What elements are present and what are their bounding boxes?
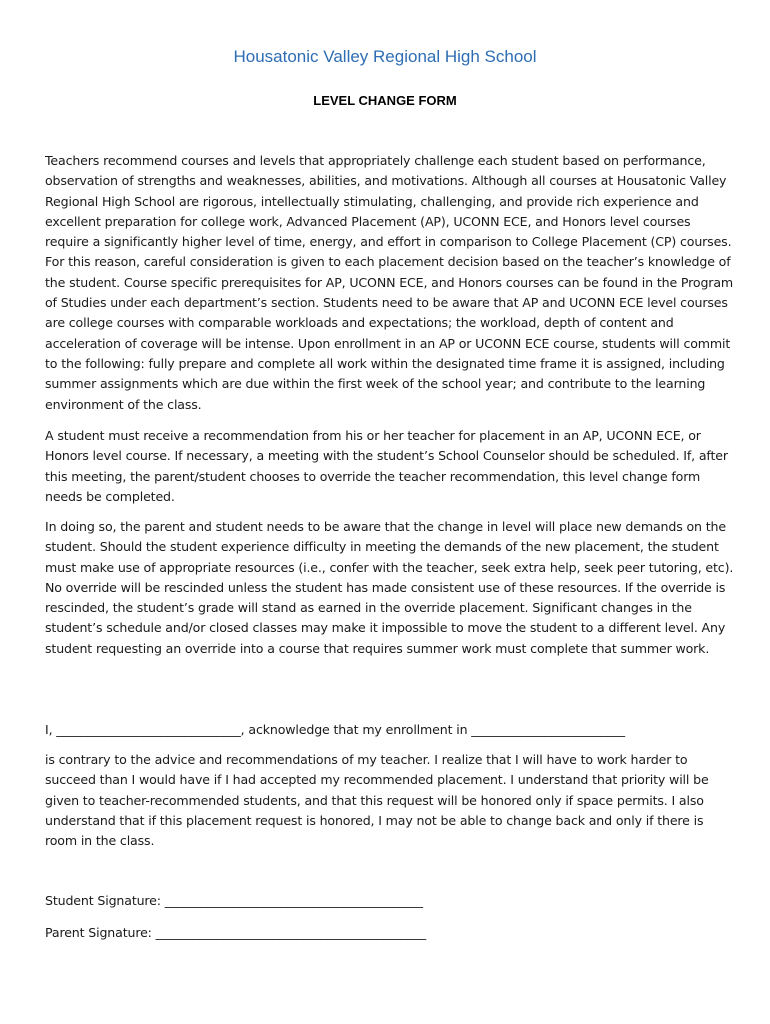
- parent-signature-line: Parent Signature: ____________________________________________: [45, 925, 427, 940]
- student-signature-line: Student Signature: __________________________________________: [45, 893, 423, 908]
- paragraph-acknowledgement: is contrary to the advice and recommendations of my teacher. I realize that I will have to work harder to succeed than I would have if I had accepted my recommended placement. I understand that priority will be given to teacher-recommended students, and that this request will be honored only if space permits. I also understand that if this placement request is honored, I may not be able to change back and only if there is room in the class.: [45, 752, 709, 849]
- paragraph-recommendation: A student must receive a recommendation from his or her teacher for placement in an AP, UCONN ECE, or Honors level course. If necessary, a meeting with the student’s School Counselor should be scheduled. If, after this meeting, the parent/student chooses to override the teacher recommendation, this level change form needs be completed.: [45, 428, 728, 504]
- acknowledge-line: [45, 720, 735, 740]
- form-title: LEVEL CHANGE FORM: [313, 93, 457, 108]
- paragraph-override-demands: In doing so, the parent and student needs to be aware that the change in level will place new demands on the student. Should the student experience difficulty in meeting the demands of the new placement, the student must make use of appropriate resources (i.e., confer with the teacher, seek extra help, seek peer tutoring, etc). No override will be rescinded unless the student has made consistent use of these resources. If the override is rescinded, the student’s grade will stand as earned in the override placement. Significant changes in the student’s schedule and/or closed classes may make it impossible to move the student to a different level. Any student requesting an override into a course that requires summer work must complete that summer work.: [45, 519, 734, 656]
- override-paragraph: [45, 517, 735, 659]
- intro-paragraph: [45, 151, 735, 415]
- acknowledge-paragraph: [45, 750, 735, 851]
- recommendation-paragraph: [45, 426, 735, 507]
- school-name-title: Housatonic Valley Regional High School: [233, 47, 537, 66]
- paragraph-course-rigor: Teachers recommend courses and levels that appropriately challenge each student based on performance, observation of strengths and weaknesses, abilities, and motivations. Although all courses at Housatonic Valley Regional High School are rigorous, intellectually stimulating, challenging, and provide rich experience and excellent preparation for college work, Advanced Placement (AP), UCONN ECE, and Honors level courses require a significantly higher level of time, energy, and effort in comparison to College Placement (CP) courses. For this reason, careful consideration is given to each placement decision based on the teacher’s knowledge of the student. Course specific prerequisites for AP, UCONN ECE, and Honors courses can be found in the Program of Studies under each department’s section. Students need to be aware that AP and UCONN ECE level courses are college courses with comparable workloads and expectations; the workload, depth of content and acceleration of coverage will be intense. Upon enrollment in an AP or UCONN ECE course, students will commit to the following: fully prepare and complete all work within the designated time frame it is assigned, including summer assignments which are due within the first week of the school year; and contribute to the learning environment of the class.: [45, 153, 733, 412]
- acknowledge-statement: I, ______________________________, acknowledge that my enrollment in _________________________: [45, 722, 625, 737]
